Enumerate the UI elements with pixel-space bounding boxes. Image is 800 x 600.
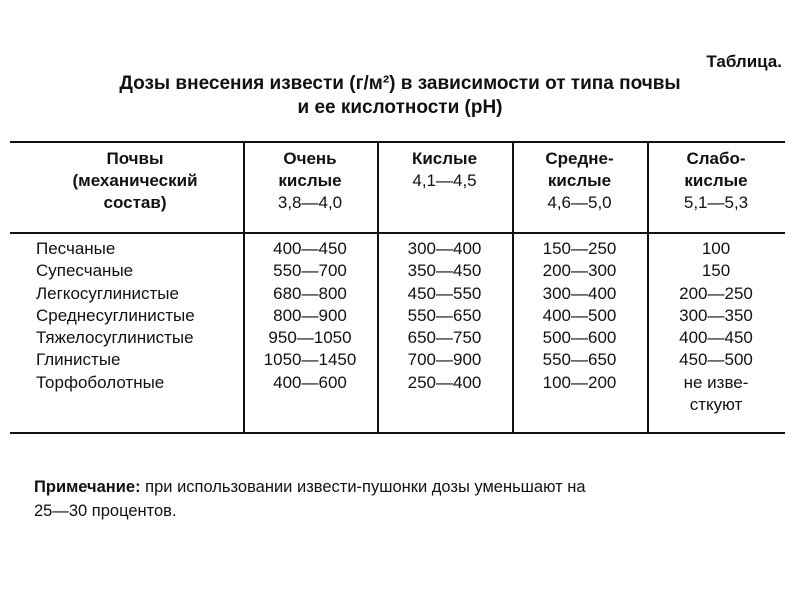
header-name: Слабо- (686, 149, 746, 168)
dose-cell: 550—650 (407, 305, 482, 325)
note-text: при использовании извести-пушонки дозы уменьшают на (140, 478, 586, 496)
header-name: кислые (547, 171, 612, 190)
note-label: Примечание: (34, 478, 141, 496)
soil-cell: Тяжелосуглинистые (36, 328, 194, 348)
header-range: 5,1—5,3 (683, 193, 749, 212)
dose-cell: 400—600 (273, 372, 347, 392)
dose-cell: 1050—1450 (263, 350, 357, 370)
dose-cell: 950—1050 (268, 328, 352, 348)
acidic-column (377, 238, 512, 394)
table-label: Таблица. (706, 52, 782, 71)
very-acidic-column (243, 238, 377, 394)
table-header-rule (10, 232, 785, 234)
table-top-rule (10, 141, 785, 143)
header-medium-acidic (512, 148, 647, 214)
soil-cell: Торфоболотные (36, 372, 165, 392)
dose-cell: не изве- (683, 372, 749, 392)
dose-cell: 650—750 (407, 328, 482, 348)
dose-cell: 250—400 (407, 372, 482, 392)
dose-cell: 150—250 (542, 239, 617, 258)
dose-cell: 200—300 (542, 261, 617, 281)
dose-cell: 550—700 (273, 261, 347, 281)
dose-cell: 300—400 (407, 239, 482, 258)
header-weak-acidic (647, 148, 785, 214)
soil-cell: Легкосуглинистые (36, 283, 179, 303)
soil-cell: Среднесуглинистые (36, 305, 195, 325)
dose-cell: 400—450 (273, 239, 347, 258)
dose-cell: 100 (701, 239, 731, 258)
dose-cell: 450—550 (407, 283, 482, 303)
dose-cell: 300—400 (542, 283, 617, 303)
header-soil-line: (механический (72, 171, 198, 190)
dose-cell: 400—450 (679, 328, 753, 348)
dose-cell: 200—250 (679, 283, 753, 303)
header-very-acidic (243, 148, 377, 214)
note-text-line-2: 25—30 процентов. (34, 502, 177, 520)
header-name: кислые (278, 171, 342, 190)
header-range: 4,1—4,5 (412, 171, 477, 190)
dose-cell: 300—350 (679, 305, 753, 325)
dose-cell-continuation: сткуют (689, 395, 743, 415)
soil-cell: Глинистые (36, 350, 121, 370)
header-name: Очень (283, 149, 337, 168)
header-name: Кислые (411, 149, 478, 168)
dose-cell: 150 (701, 261, 731, 281)
dose-cell: 680—800 (273, 283, 347, 303)
table-title (10, 72, 790, 120)
medium-acidic-column (512, 238, 647, 394)
table-bottom-rule (10, 432, 785, 434)
title-line-1: Дозы внесения извести (г/м²) в зависимости от типа почвы (119, 73, 681, 94)
header-acidic (377, 148, 512, 192)
dose-cell: 350—450 (407, 261, 482, 281)
title-line-2: и ее кислотности (pH) (297, 97, 503, 118)
soil-cell: Песчаные (36, 239, 116, 258)
weak-acidic-column (647, 238, 785, 416)
dose-cell: 500—600 (542, 328, 617, 348)
header-soil (40, 148, 230, 214)
soil-cell: Супесчаные (36, 261, 134, 281)
dose-cell: 700—900 (407, 350, 482, 370)
header-range: 4,6—5,0 (547, 193, 612, 212)
header-range: 3,8—4,0 (277, 193, 343, 212)
header-soil-line: Почвы (106, 149, 164, 168)
dose-cell: 450—500 (679, 350, 753, 370)
dose-cell: 800—900 (273, 305, 347, 325)
dose-cell: 400—500 (542, 305, 617, 325)
header-name: кислые (684, 171, 748, 190)
soil-column (36, 238, 195, 394)
table-note (34, 475, 789, 523)
header-soil-line: состав) (103, 193, 167, 212)
header-name: Средне- (545, 149, 614, 168)
dose-cell: 550—650 (542, 350, 617, 370)
dose-cell: 100—200 (542, 372, 617, 392)
